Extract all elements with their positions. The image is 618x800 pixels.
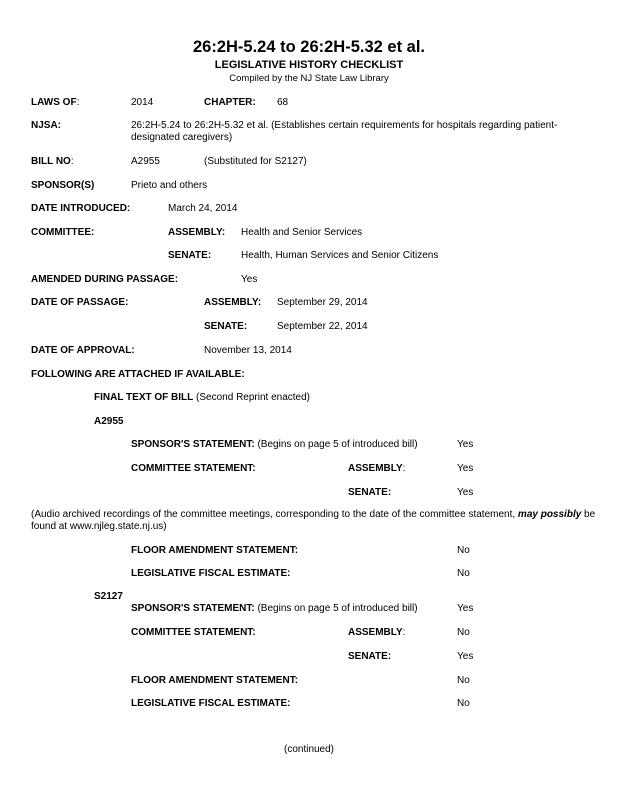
audio-archive-note: (Audio archived recordings of the committee meetings, corresponding to the date of the committee statement, may possibly be found at www.njleg.state.nj.us) xyxy=(31,509,596,532)
a2955-sponsor-statement: SPONSOR'S STATEMENT: (Begins on page 5 of introduced bill) xyxy=(131,439,418,450)
passage-assembly-label: ASSEMBLY: xyxy=(204,297,262,308)
a2955-floor-label: FLOOR AMENDMENT STATEMENT: xyxy=(131,545,299,556)
sponsor-value: Prieto and others xyxy=(131,180,208,191)
s2127-fiscal-label: LEGISLATIVE FISCAL ESTIMATE: xyxy=(131,698,291,709)
continued-note: (continued) xyxy=(283,744,335,755)
a2955-senate-label: SENATE: xyxy=(348,487,392,498)
passage-senate-label: SENATE: xyxy=(204,321,248,332)
bill-s2127-heading: S2127 xyxy=(94,591,123,602)
bill-no-value: A2955 xyxy=(131,156,160,167)
njsa-label: NJSA: xyxy=(31,120,62,131)
a2955-fiscal-label: LEGISLATIVE FISCAL ESTIMATE: xyxy=(131,568,291,579)
committee-assembly-label: ASSEMBLY: xyxy=(168,227,226,238)
njsa-value: 26:2H-5.24 to 26:2H-5.32 et al. (Establishes certain requirements for hospitals regarding patient-designated caregivers) xyxy=(131,120,558,143)
a2955-committee-statement-label: COMMITTEE STATEMENT: xyxy=(131,463,256,474)
approval-label: DATE OF APPROVAL: xyxy=(31,345,135,356)
s2127-senate-value: Yes xyxy=(457,651,474,662)
s2127-sponsor-statement-value: Yes xyxy=(457,603,474,614)
bill-no-label: BILL NO: xyxy=(31,156,74,167)
chapter-label: CHAPTER: xyxy=(204,97,256,108)
laws-of-value: 2014 xyxy=(131,97,154,108)
s2127-sponsor-statement: SPONSOR'S STATEMENT: (Begins on page 5 of introduced bill) xyxy=(131,603,418,614)
substituted-note: (Substituted for S2127) xyxy=(204,156,307,167)
a2955-assembly-label: ASSEMBLY: xyxy=(348,463,406,474)
s2127-floor-label: FLOOR AMENDMENT STATEMENT: xyxy=(131,675,299,686)
compiled-by: Compiled by the NJ State Law Library xyxy=(229,73,389,84)
a2955-floor-value: No xyxy=(457,545,470,556)
committee-senate-label: SENATE: xyxy=(168,250,212,261)
sponsor-label: SPONSOR(S) xyxy=(31,180,95,191)
date-introduced-label: DATE INTRODUCED: xyxy=(31,203,131,214)
attached-heading: FOLLOWING ARE ATTACHED IF AVAILABLE: xyxy=(31,369,245,380)
laws-of-label: LAWS OF: xyxy=(31,97,80,108)
a2955-fiscal-value: No xyxy=(457,568,470,579)
a2955-sponsor-statement-value: Yes xyxy=(457,439,474,450)
bill-a2955-heading: A2955 xyxy=(94,416,124,427)
committee-label: COMMITTEE: xyxy=(31,227,95,238)
s2127-senate-label: SENATE: xyxy=(348,651,392,662)
approval-value: November 13, 2014 xyxy=(204,345,292,356)
committee-senate-value: Health, Human Services and Senior Citizens xyxy=(241,250,439,261)
passage-senate-value: September 22, 2014 xyxy=(277,321,368,332)
date-introduced-value: March 24, 2014 xyxy=(168,203,238,214)
s2127-assembly-label: ASSEMBLY: xyxy=(348,627,406,638)
chapter-value: 68 xyxy=(277,97,289,108)
passage-assembly-value: September 29, 2014 xyxy=(277,297,368,308)
s2127-assembly-value: No xyxy=(457,627,470,638)
amended-label: AMENDED DURING PASSAGE: xyxy=(31,274,179,285)
page-title: 26:2H-5.24 to 26:2H-5.32 et al. xyxy=(192,38,426,56)
passage-label: DATE OF PASSAGE: xyxy=(31,297,129,308)
a2955-senate-value: Yes xyxy=(457,487,474,498)
s2127-floor-value: No xyxy=(457,675,470,686)
checklist-heading: LEGISLATIVE HISTORY CHECKLIST xyxy=(214,59,404,71)
committee-assembly-value: Health and Senior Services xyxy=(241,227,363,238)
amended-value: Yes xyxy=(241,274,258,285)
s2127-fiscal-value: No xyxy=(457,698,470,709)
a2955-assembly-value: Yes xyxy=(457,463,474,474)
final-text-line: FINAL TEXT OF BILL (Second Reprint enacted) xyxy=(94,392,311,403)
s2127-committee-statement-label: COMMITTEE STATEMENT: xyxy=(131,627,256,638)
